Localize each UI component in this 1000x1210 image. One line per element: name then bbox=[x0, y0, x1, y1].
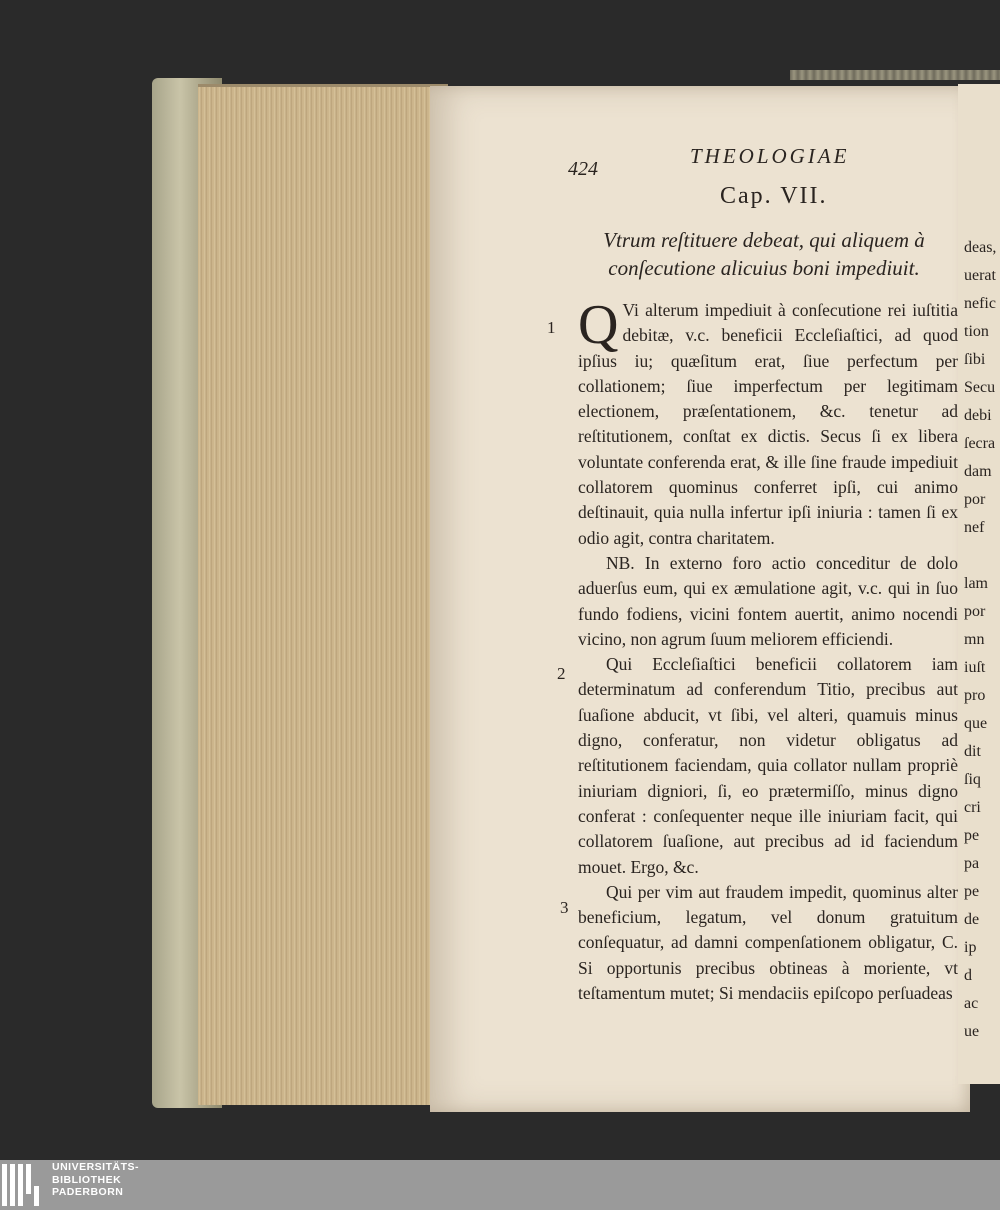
next-page-line: mn bbox=[964, 631, 985, 648]
next-page-line bbox=[958, 542, 1000, 570]
next-page-line: que bbox=[964, 715, 988, 732]
next-page-line: d bbox=[964, 967, 972, 984]
page-block-edge bbox=[198, 84, 448, 1105]
next-page-line: de bbox=[964, 911, 980, 928]
section-heading: Vtrum reſtituere debeat, qui aliquem à conſecutione alicuius boni impediuit. bbox=[603, 228, 925, 280]
body-text bbox=[578, 294, 958, 1006]
next-page-line: ue bbox=[964, 1023, 980, 1040]
library-footer bbox=[0, 1160, 1000, 1210]
margin-number-1: 1 bbox=[547, 318, 556, 337]
next-page-line: nef bbox=[964, 519, 985, 536]
library-name bbox=[52, 1161, 139, 1199]
next-page-line: uerat bbox=[964, 267, 996, 284]
next-page-line: debi bbox=[964, 407, 992, 424]
paragraph-1-text: Vi alterum impediuit à conſecutione rei iuſtitia debitæ, v.c. beneficii Eccleſiaſtici, ad quod ipſius iu; quæſitum erat, ſiue perfectum per collationem; ſiue imperfectum per legitimam electionem, præſentationem, &c. tenetur ad reſtitutionem, conſtat ex dictis. Secus ſi ex libera voluntate conferenda erat, & ille ſine fraude impediuit collatorem quominus conferret ipſi, cui animo deſtinauit, quia nulla infertur ipſi iniuria : tamen ſi ex odio agit, contra charitatem. bbox=[578, 300, 958, 548]
next-page-line: lam bbox=[964, 575, 988, 592]
next-page-line: pro bbox=[964, 687, 986, 704]
paragraph-1 bbox=[578, 294, 958, 551]
paragraph-2: Qui Eccleſiaſtici beneficii collatorem iam determinatum ad conferendum Titio, precibus aut ſuaſione abducit, vt ſibi, vel alteri, quamuis minus digno, conferatur, non videtur obligatus ad reſtitutionem faciendam, quia collator nullam propriè iniuriam digniori, ſi, eo prætermiſſo, minus digno conferat : conſequenter neque ille iniuriam facit, qui collatorem ſuaſione, aut precibus ad id faciendum mouet. Ergo, &c. bbox=[578, 654, 958, 877]
next-page-line: dam bbox=[964, 463, 992, 480]
running-head: THEOLOGIAE bbox=[690, 144, 850, 168]
next-page-line: por bbox=[964, 603, 986, 620]
next-page-line: ip bbox=[964, 939, 977, 956]
next-page-line: ſibi bbox=[964, 351, 986, 368]
next-page-line: tion bbox=[964, 323, 989, 340]
margin-number-2: 2 bbox=[557, 664, 566, 683]
next-page-line: deas, bbox=[964, 239, 997, 256]
next-page-line: Secu bbox=[964, 379, 996, 396]
library-name-line: UNIVERSITÄTS- bbox=[52, 1161, 140, 1173]
paragraph-nb: NB. In externo foro actio conceditur de dolo aduerſus eum, qui ex æmulatione agit, v.c. qui in ſuo fundo fodiens, vicini fontem auertit, animo nocendi vicino, non agrum ſuum meliorem efficiendi. bbox=[578, 552, 958, 649]
next-page-line: iuſt bbox=[964, 659, 986, 676]
next-page-line: cri bbox=[964, 799, 981, 816]
margin-number-3: 3 bbox=[560, 898, 569, 917]
next-page-line: ac bbox=[964, 995, 979, 1012]
next-page-line: pa bbox=[964, 855, 980, 872]
next-page-line: dit bbox=[964, 743, 981, 760]
library-logo-icon bbox=[0, 1164, 42, 1206]
next-page-line: pe bbox=[964, 883, 980, 900]
next-page-line: pe bbox=[964, 827, 980, 844]
library-name-line: BIBLIOTHEK bbox=[52, 1173, 122, 1186]
next-page-line: nefic bbox=[964, 295, 996, 312]
paragraph-3: Qui per vim aut fraudem impedit, quominus alter beneficium, legatum, vel donum gratuitum conſequatur, ad damni compenſationem obligatur, C. Si opportunis precibus obtineas à moriente, vt teſtamentum mutet; Si mendaciis epiſcopo perſuadeas bbox=[578, 881, 958, 1004]
chapter-title: Cap. VII. bbox=[720, 183, 828, 209]
library-name-line: PADERBORN bbox=[52, 1186, 124, 1198]
next-page-line: por bbox=[964, 491, 986, 508]
drop-cap: Q bbox=[578, 294, 619, 356]
page-number: 424 bbox=[568, 158, 598, 180]
spine-cord bbox=[790, 70, 1000, 80]
next-page-line: ſecra bbox=[964, 435, 996, 452]
next-page-line: ſiq bbox=[964, 771, 981, 788]
right-page-fragment bbox=[958, 84, 1000, 1084]
